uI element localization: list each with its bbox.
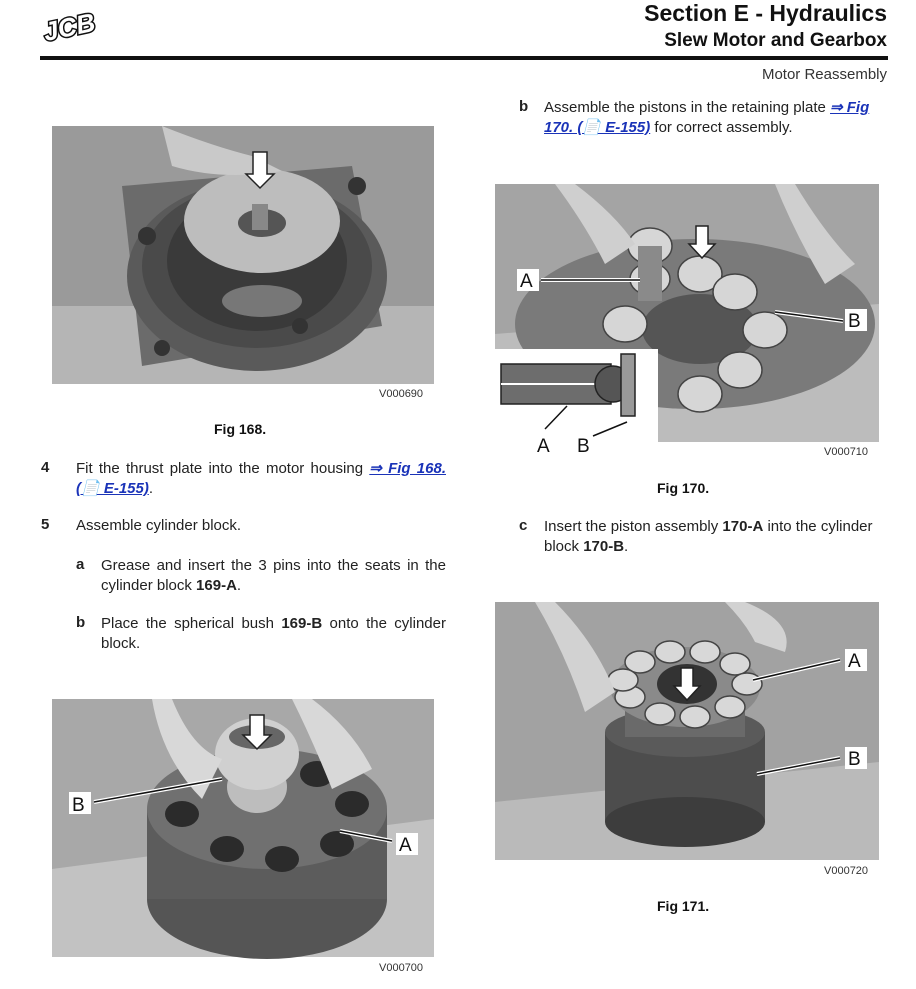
fig171-photo	[495, 602, 879, 860]
step-b-body: Assemble the pistons in the retaining plate	[544, 99, 831, 116]
fig171-image-id: V000720	[824, 865, 869, 877]
step-5a-ref: 169-A	[196, 577, 237, 594]
step-5b-body: Place the spherical bush	[101, 615, 282, 632]
step-c-tail: .	[624, 538, 629, 555]
fig171-caption: Fig 171.	[657, 898, 710, 914]
step-4-text	[76, 459, 446, 499]
fig168-image-id: V000690	[379, 388, 424, 400]
fig170-image-id: V000710	[824, 446, 869, 458]
fig168-caption: Fig 168.	[214, 421, 267, 437]
fig170-caption: Fig 170.	[657, 480, 710, 496]
step-5a-body: Grease and insert the 3 pins into the seats in the cylinder block	[101, 557, 446, 594]
step-5b-text	[101, 614, 446, 654]
fig168-link[interactable]: ⇒ Fig 168. (📄 E-155)	[76, 460, 446, 497]
fig170-inset-label-b: B	[577, 436, 590, 457]
step-b-tail: for correct assembly.	[650, 119, 793, 136]
step-5b-letter: b	[76, 614, 86, 631]
page-heading: Motor Reassembly	[761, 66, 887, 83]
fig170-inset-label-a: A	[537, 436, 550, 457]
fig169-photo	[52, 699, 434, 957]
fig169-image-id: V000700	[379, 962, 424, 974]
step-5a-tail: .	[236, 577, 242, 594]
step-c-mid: into the cylinder block	[544, 518, 873, 555]
fig169-label-b: B	[72, 795, 85, 816]
fig170-label-b: B	[848, 311, 861, 332]
step-b-text	[544, 98, 889, 138]
step-c-text	[544, 517, 889, 557]
step-5a-letter: a	[76, 556, 85, 573]
fig168-photo	[52, 126, 434, 384]
step-c-ref-a: 170-A	[722, 518, 764, 535]
step-5-number: 5	[41, 516, 50, 533]
logo-text: JCB	[40, 6, 98, 48]
fig169-label-a: A	[399, 835, 412, 856]
step-5-text: Assemble cylinder block.	[76, 517, 242, 534]
step-5b-ref: 169-B	[281, 615, 323, 632]
header-rule	[40, 56, 888, 60]
jcb-logo	[40, 4, 98, 48]
fig171-label-b: B	[848, 749, 861, 770]
fig170-label-a: A	[520, 271, 533, 292]
fig171-label-a: A	[848, 651, 861, 672]
step-c-letter: c	[519, 517, 528, 534]
step-5b-tail: onto the cylinder block.	[101, 615, 446, 652]
step-4-tail: .	[148, 480, 154, 497]
step-4-number: 4	[41, 459, 50, 476]
section-title: Section E - Hydraulics	[644, 0, 887, 26]
step-5a-text	[101, 556, 446, 596]
step-4-body: Fit the thrust plate into the motor housing	[76, 460, 370, 477]
fig170-link[interactable]: ⇒ Fig 170. (📄 E-155)	[544, 99, 870, 136]
section-subtitle: Slew Motor and Gearbox	[664, 30, 887, 51]
step-b-letter: b	[519, 98, 529, 115]
step-c-body: Insert the piston assembly	[544, 518, 723, 535]
step-c-ref-b: 170-B	[583, 538, 625, 555]
